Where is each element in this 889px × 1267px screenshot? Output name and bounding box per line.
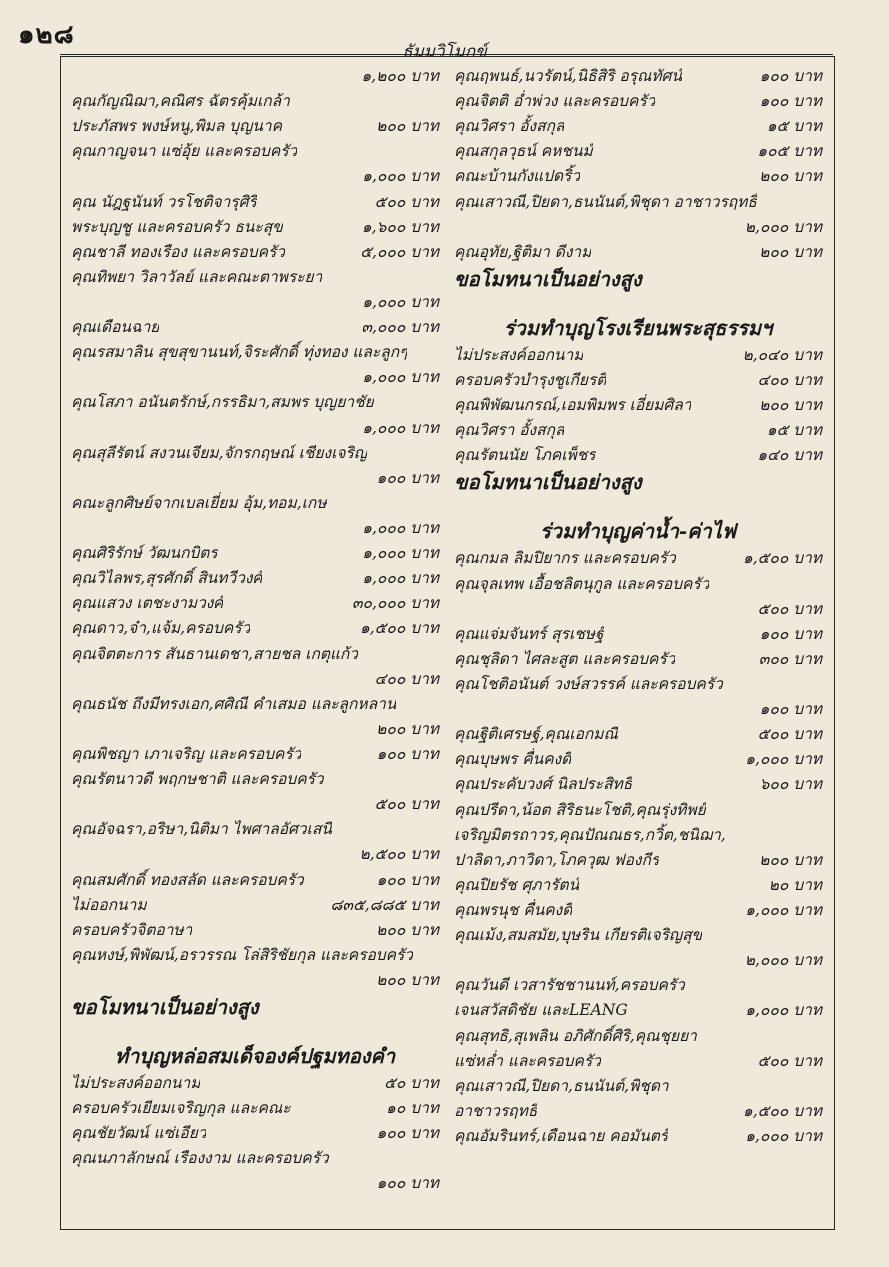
donation-amount: ๑๐๐ บาท bbox=[376, 744, 439, 763]
section-spacer bbox=[454, 497, 822, 503]
donor-entry bbox=[71, 466, 439, 491]
donation-amount: ๖๐๐ บาท bbox=[759, 775, 822, 794]
donor-name: คุณจุลเทพ เอื้อชลิตนุกูล และครอบครัว bbox=[454, 574, 710, 593]
right-column bbox=[454, 64, 822, 1149]
section-heading: ร่วมทำบุญค่าน้ำ-ค่าไฟ bbox=[540, 519, 736, 544]
donation-amount: ๑,๐๐๐ บาท bbox=[362, 569, 439, 588]
donor-entry bbox=[71, 893, 439, 918]
donor-entry bbox=[71, 390, 439, 415]
donor-entry bbox=[454, 722, 822, 747]
donor-entry bbox=[454, 190, 822, 215]
donor-entry bbox=[454, 572, 822, 597]
donor-name: คุณทิพยา วิลาวัลย์ และคณะตาพระยา bbox=[71, 267, 323, 286]
donor-entry bbox=[454, 1074, 822, 1099]
donor-name: คุณรสมาลิน สุขสุขานนท์,จิระศักดิ์ ทุ่งทอง และลูกๆ bbox=[71, 343, 408, 362]
donor-name: คุณสุทธิ,สุเพลิน อภิศักดิ์ศิริ,คุณชุยยา bbox=[454, 1026, 697, 1045]
donation-amount: ๓๐,๐๐๐ บาท bbox=[351, 594, 439, 613]
donation-amount: ๑,๐๐๐ บาท bbox=[362, 167, 439, 186]
donor-entry bbox=[71, 1071, 439, 1096]
donor-name: คุณฤพนธ์,นวรัตน์,นิธิสิริ อรุณทัศน์ bbox=[454, 67, 682, 85]
donor-name: คุณปิยรัช ศุภารัตน์ bbox=[454, 875, 580, 894]
running-header-title: ธัมมวิโมกข์ bbox=[402, 42, 487, 62]
donor-entry bbox=[71, 642, 439, 667]
donor-entry bbox=[71, 918, 439, 943]
donation-amount: ๒,๐๐๐ บาท bbox=[744, 217, 822, 236]
donor-name: คุณชุลิดา ไศละสูต และครอบครัว bbox=[454, 649, 676, 668]
donation-amount: ๑๐๐ บาท bbox=[376, 870, 439, 889]
donor-entry bbox=[71, 1171, 439, 1196]
donor-entry bbox=[71, 114, 439, 139]
donor-name: คุณพิพัฒนกรณ์,เอมพิมพร เอี่ยมศิลา bbox=[454, 396, 692, 415]
donor-entry bbox=[454, 848, 822, 873]
donation-amount: ๑๐๐ บาท bbox=[759, 92, 822, 111]
donor-entry bbox=[454, 873, 822, 898]
donation-amount: ๑๐๐ บาท bbox=[759, 624, 822, 643]
donor-entry bbox=[454, 697, 822, 722]
donor-name: คุณดาว,จ๋า,แจ้ม,ครอบครัว bbox=[71, 619, 251, 638]
donor-entry bbox=[454, 546, 822, 571]
donation-amount: ๑,๐๐๐ บาท bbox=[362, 292, 439, 311]
donor-entry bbox=[71, 792, 439, 817]
donor-name: คุณเสาวณี,ปิยดา,ธนนันต์,พิชุดา bbox=[454, 1076, 669, 1095]
donor-name: แซ่หล่ำ และครอบครัว bbox=[454, 1051, 601, 1070]
donor-name: อาชาวรฤทธิ์ bbox=[454, 1101, 538, 1120]
donor-entry bbox=[454, 973, 822, 998]
donor-name: คุณเม้ง,สมสมัย,บุษริน เกียรติเจริญสุข bbox=[454, 926, 703, 945]
donor-name: คุณโสภา อนันตรักษ์,กรรธิมา,สมพร บุญยาชัย bbox=[71, 393, 374, 412]
donation-amount: ๓,๐๐๐ บาท bbox=[361, 318, 439, 337]
donor-entry bbox=[454, 597, 822, 622]
donation-amount: ๑๐๐ บาท bbox=[376, 468, 439, 487]
donor-name: คุณพรนุช คื่นคงดี bbox=[454, 900, 573, 919]
donor-name: ไม่ประสงค์ออกนาม bbox=[454, 345, 584, 364]
donor-name: ไม่ประสงค์ออกนาม bbox=[71, 1074, 201, 1093]
donor-name: คุณกาญจนา แซ่อุ้ย และครอบครัว bbox=[71, 142, 298, 161]
donor-entry bbox=[454, 114, 822, 139]
donor-entry bbox=[71, 139, 439, 164]
donation-amount: ๓๐๐ บาท bbox=[758, 649, 822, 668]
donor-entry bbox=[454, 622, 822, 647]
donor-entry bbox=[454, 368, 822, 393]
donor-name: คุณอัมรินทร์,เดือนฉาย คอมันตร์ bbox=[454, 1126, 669, 1145]
donation-amount: ๒๐๐ บาท bbox=[376, 117, 439, 136]
donor-name: คุณวิศรา อั้งสกุล bbox=[454, 421, 565, 440]
donor-entry bbox=[454, 998, 822, 1023]
donor-entry bbox=[71, 742, 439, 767]
donor-entry bbox=[71, 516, 439, 541]
donor-entry bbox=[71, 240, 439, 265]
donor-entry bbox=[71, 1146, 439, 1171]
donation-amount: ๑๐๕ บาท bbox=[757, 142, 822, 161]
donor-name: คุณวิศรา อั้งสกุล bbox=[454, 117, 565, 136]
donor-entry bbox=[454, 798, 822, 823]
donor-entry bbox=[71, 667, 439, 692]
donation-amount: ๘๓๕,๘๘๕ บาท bbox=[330, 895, 439, 914]
donation-amount: ๔๐๐ บาท bbox=[757, 370, 822, 389]
donor-entry bbox=[71, 265, 439, 290]
donation-amount: ๑,๐๐๐ บาท bbox=[362, 518, 439, 537]
donor-entry bbox=[71, 541, 439, 566]
donor-name: คุณชาลี ทองเรือง และครอบครัว bbox=[71, 242, 285, 261]
donor-entry bbox=[454, 1124, 822, 1149]
donor-name: คุณแสวง เตชะงามวงศ์ bbox=[71, 594, 224, 613]
donor-name: คุณกัญณิฌา,คณิศร ฉัตรคุ้มเกล้า bbox=[71, 92, 290, 111]
donor-entry bbox=[71, 340, 439, 365]
donation-amount: ๕๐ บาท bbox=[384, 1074, 439, 1093]
donor-entry bbox=[71, 868, 439, 893]
donor-name: คุณจิตตะการ สันธานเดชา,สายชล เกตุแก้ว bbox=[71, 644, 358, 663]
donor-entry bbox=[71, 1096, 439, 1121]
donor-entry bbox=[454, 948, 822, 973]
donor-name: เจนสวัสดิชัย และLEANG bbox=[454, 1001, 628, 1020]
donation-amount: ๒,๐๐๐ บาท bbox=[744, 951, 822, 970]
donation-amount: ๑,๐๐๐ บาท bbox=[745, 1001, 822, 1020]
donor-entry bbox=[454, 1099, 822, 1124]
donor-entry bbox=[454, 1049, 822, 1074]
donation-amount: ๑,๖๐๐ บาท bbox=[361, 217, 439, 236]
donor-entry bbox=[454, 647, 822, 672]
donor-entry bbox=[71, 491, 439, 516]
donor-name: คุณอัจฉรา,อริษา,นิติมา ไพศาลอัศวเสนี bbox=[71, 820, 332, 839]
donor-entry bbox=[454, 823, 822, 848]
donor-name: คุณ นัฎฐนันท์ วรโชติจารุศิริ bbox=[71, 192, 257, 211]
donor-name: คุณบุษพร คื่นคงดี bbox=[454, 750, 572, 769]
donation-amount: ๑๔๐ บาท bbox=[757, 446, 822, 465]
donor-entry bbox=[454, 772, 822, 797]
donation-amount: ๕๐๐ บาท bbox=[374, 192, 439, 211]
section-spacer bbox=[454, 294, 822, 300]
donor-name: เจริญมิตรถาวร,คุณปัณณธร,กวิ้ต,ชนิฌา, bbox=[454, 825, 726, 844]
donor-entry bbox=[454, 393, 822, 418]
content-frame bbox=[60, 56, 835, 1230]
donation-amount: ๒๐๐ บาท bbox=[376, 719, 439, 738]
donor-entry bbox=[454, 139, 822, 164]
page-number: ๑๒๘ bbox=[18, 20, 75, 50]
donor-name: ปาลิดา,ภาวิดา,โภควุฒ ฟองกีร bbox=[454, 850, 660, 869]
donor-entry bbox=[71, 591, 439, 616]
section-heading: ร่วมทำบุญโรงเรียนพระสุธรรมฯ bbox=[503, 315, 773, 340]
donor-entry bbox=[71, 64, 439, 89]
donation-amount: ๑,๐๐๐ บาท bbox=[745, 900, 822, 919]
thanks-heading: ขอโมทนาเป็นอย่างสูง bbox=[71, 995, 259, 1020]
donor-entry bbox=[71, 767, 439, 792]
donor-entry bbox=[454, 89, 822, 114]
donor-entry bbox=[71, 190, 439, 215]
donor-name: คุณหงษ์,พิพัฒน์,อรวรรณ โล่สิริชัยกุล และครอบครัว bbox=[71, 945, 414, 964]
donor-name: คุณสกุลวุธน์ คหชนม์ bbox=[454, 142, 593, 161]
donor-entry bbox=[71, 215, 439, 240]
donation-amount: ๒๐๐ บาท bbox=[759, 242, 822, 261]
donation-amount: ๕๐๐ บาท bbox=[757, 725, 822, 744]
thanks-heading: ขอโมทนาเป็นอย่างสูง bbox=[454, 470, 642, 495]
donation-amount: ๑๕ บาท bbox=[766, 117, 822, 136]
donation-amount: ๒,๐๔๐ บาท bbox=[742, 345, 822, 364]
donor-entry bbox=[71, 566, 439, 591]
donor-entry bbox=[71, 416, 439, 441]
donor-entry bbox=[71, 717, 439, 742]
donor-name: คุณเดือนฉาย bbox=[71, 318, 160, 337]
donation-amount: ๕๐๐ บาท bbox=[757, 1051, 822, 1070]
donor-entry bbox=[71, 968, 439, 993]
donation-amount: ๒,๕๐๐ บาท bbox=[359, 845, 439, 864]
donation-amount: ๒๐๐ บาท bbox=[759, 850, 822, 869]
donor-name: คณะบ้านกังแปดริ้ว bbox=[454, 167, 581, 186]
donation-amount: ๑๐ บาท bbox=[386, 1099, 439, 1118]
donor-name: คุณสุลีรัตน์ สงวนเจียม,จักรกฤษณ์ เชียงเจริญ bbox=[71, 443, 368, 462]
donation-amount: ๑,๐๐๐ บาท bbox=[745, 750, 822, 769]
donor-name: ครอบครัวเยียมเจริญกุล และคณะ bbox=[71, 1099, 291, 1118]
donor-entry bbox=[454, 1024, 822, 1049]
donation-amount: ๑,๕๐๐ บาท bbox=[359, 619, 439, 638]
donor-name: คุณวิไลพร,สุรศักดิ์ สินทวีวงศ์ bbox=[71, 569, 263, 588]
donor-entry bbox=[71, 943, 439, 968]
donation-amount: ๑๐๐ บาท bbox=[759, 700, 822, 719]
donor-name: ครอบครัวจิตอาษา bbox=[71, 920, 193, 939]
donation-amount: ๕๐๐ บาท bbox=[374, 795, 439, 814]
donor-name: คุณฐิติเศรษฐ์,คุณเอกมณี bbox=[454, 725, 618, 744]
donation-amount: ๒๐๐ บาท bbox=[376, 920, 439, 939]
donor-entry bbox=[454, 747, 822, 772]
donor-entry bbox=[454, 672, 822, 697]
donation-amount: ๑๐๐ บาท bbox=[376, 1174, 439, 1193]
donor-name: คุณรัตนนัย โภคเพ็ชร bbox=[454, 446, 596, 465]
donor-entry bbox=[454, 418, 822, 443]
donor-name: คุณประคับวงศ์ นิลประสิทธิ์ bbox=[454, 775, 633, 794]
donation-amount: ๑๕ บาท bbox=[766, 421, 822, 440]
donor-entry bbox=[71, 692, 439, 717]
donor-name: คุณอุทัย,ฐิติมา ดีงาม bbox=[454, 242, 592, 261]
donation-amount: ๑,๒๐๐ บาท bbox=[361, 67, 439, 85]
donor-entry bbox=[454, 343, 822, 368]
donation-amount: ๒๐ บาท bbox=[768, 875, 822, 894]
donor-name: ประภัสพร พงษ์หนู,พิมล บุญนาค bbox=[71, 117, 282, 136]
donor-entry bbox=[71, 315, 439, 340]
donor-name: คุณจิตติ อ่ำพ่วง และครอบครัว bbox=[454, 92, 656, 111]
section-heading: ทำบุญหล่อสมเด็จองค์ปฐมทองคำ bbox=[114, 1044, 396, 1069]
donation-amount: ๔๐๐ บาท bbox=[374, 669, 439, 688]
donor-entry bbox=[454, 898, 822, 923]
left-column bbox=[71, 64, 439, 1197]
donor-name: พระบุญชู และครอบครัว ธนะสุข bbox=[71, 217, 283, 236]
donor-entry bbox=[71, 842, 439, 867]
donor-name: คุณพิชญา เภาเจริญ และครอบครัว bbox=[71, 744, 302, 763]
donor-entry bbox=[454, 443, 822, 468]
donation-amount: ๑,๕๐๐ บาท bbox=[742, 549, 822, 568]
donation-amount: ๑,๕๐๐ บาท bbox=[742, 1101, 822, 1120]
donor-entry bbox=[454, 923, 822, 948]
donation-amount: ๒๐๐ บาท bbox=[759, 167, 822, 186]
donation-amount: ๑,๐๐๐ บาท bbox=[362, 544, 439, 563]
donor-entry bbox=[71, 365, 439, 390]
donor-entry bbox=[71, 441, 439, 466]
donor-name: คณะลูกศิษย์จากเบลเยี่ยม อุ้ม,ทอม,เกษ bbox=[71, 493, 327, 512]
donation-amount: ๑,๐๐๐ บาท bbox=[362, 368, 439, 387]
donor-name: คุณธนัช ถึงมีทรงเอก,ศศิณี คำเสมอ และลูกหลาน bbox=[71, 694, 397, 713]
donation-amount: ๑,๐๐๐ บาท bbox=[362, 418, 439, 437]
donation-amount: ๑๐๐ บาท bbox=[759, 67, 822, 85]
donation-amount: ๑๐๐ บาท bbox=[376, 1124, 439, 1143]
donor-entry bbox=[454, 240, 822, 265]
donor-name: คุณแจ่มจันทร์ สุรเชษฐ์ bbox=[454, 624, 604, 643]
donor-entry bbox=[71, 89, 439, 114]
donor-name: ไม่ออกนาม bbox=[71, 895, 147, 914]
donor-name: คุณกมล ลิมปิยากร และครอบครัว bbox=[454, 549, 676, 568]
donor-entry bbox=[454, 164, 822, 189]
donor-entry bbox=[71, 1121, 439, 1146]
donor-entry bbox=[71, 290, 439, 315]
donor-name: ครอบครัวบำรุงชูเกียรติ bbox=[454, 370, 607, 389]
donor-name: คุณเสาวณี,ปิยดา,ธนนันต์,พิชุดา อาชาวรฤทธิ์ bbox=[454, 192, 757, 211]
donor-name: คุณโชติอนันต์ วงษ์สวรรค์ และครอบครัว bbox=[454, 674, 723, 693]
donation-amount: ๑,๐๐๐ บาท bbox=[745, 1126, 822, 1145]
donor-name: คุณวันดี เวสารัชชานนท์,ครอบครัว bbox=[454, 976, 685, 995]
donor-entry bbox=[71, 817, 439, 842]
donor-entry bbox=[71, 616, 439, 641]
donor-entry bbox=[454, 64, 822, 89]
donor-name: คุณศิริรักษ์ วัฒนกบิตร bbox=[71, 544, 218, 563]
donor-name: คุณนภาลักษณ์ เรืองงาม และครอบครัว bbox=[71, 1149, 329, 1168]
donor-entry bbox=[71, 164, 439, 189]
donation-amount: ๕,๐๐๐ บาท bbox=[360, 242, 439, 261]
donor-entry bbox=[454, 215, 822, 240]
donor-name: คุณรัตนาวดี พฤกษชาติ และครอบครัว bbox=[71, 770, 324, 789]
thanks-heading: ขอโมทนาเป็นอย่างสูง bbox=[454, 266, 642, 291]
section-spacer bbox=[71, 1022, 439, 1028]
donor-name: คุณชัยวัฒน์ แซ่เอียว bbox=[71, 1124, 207, 1143]
donor-name: คุณสมศักดิ์ ทองสลัด และครอบครัว bbox=[71, 870, 304, 889]
donation-amount: ๕๐๐ บาท bbox=[757, 599, 822, 618]
donation-amount: ๒๐๐ บาท bbox=[376, 970, 439, 989]
donation-amount: ๒๐๐ บาท bbox=[759, 396, 822, 415]
donor-name: คุณปรีดา,น้อต สิริธนะโชติ,คุณรุ่งทิพย์ bbox=[454, 800, 706, 819]
